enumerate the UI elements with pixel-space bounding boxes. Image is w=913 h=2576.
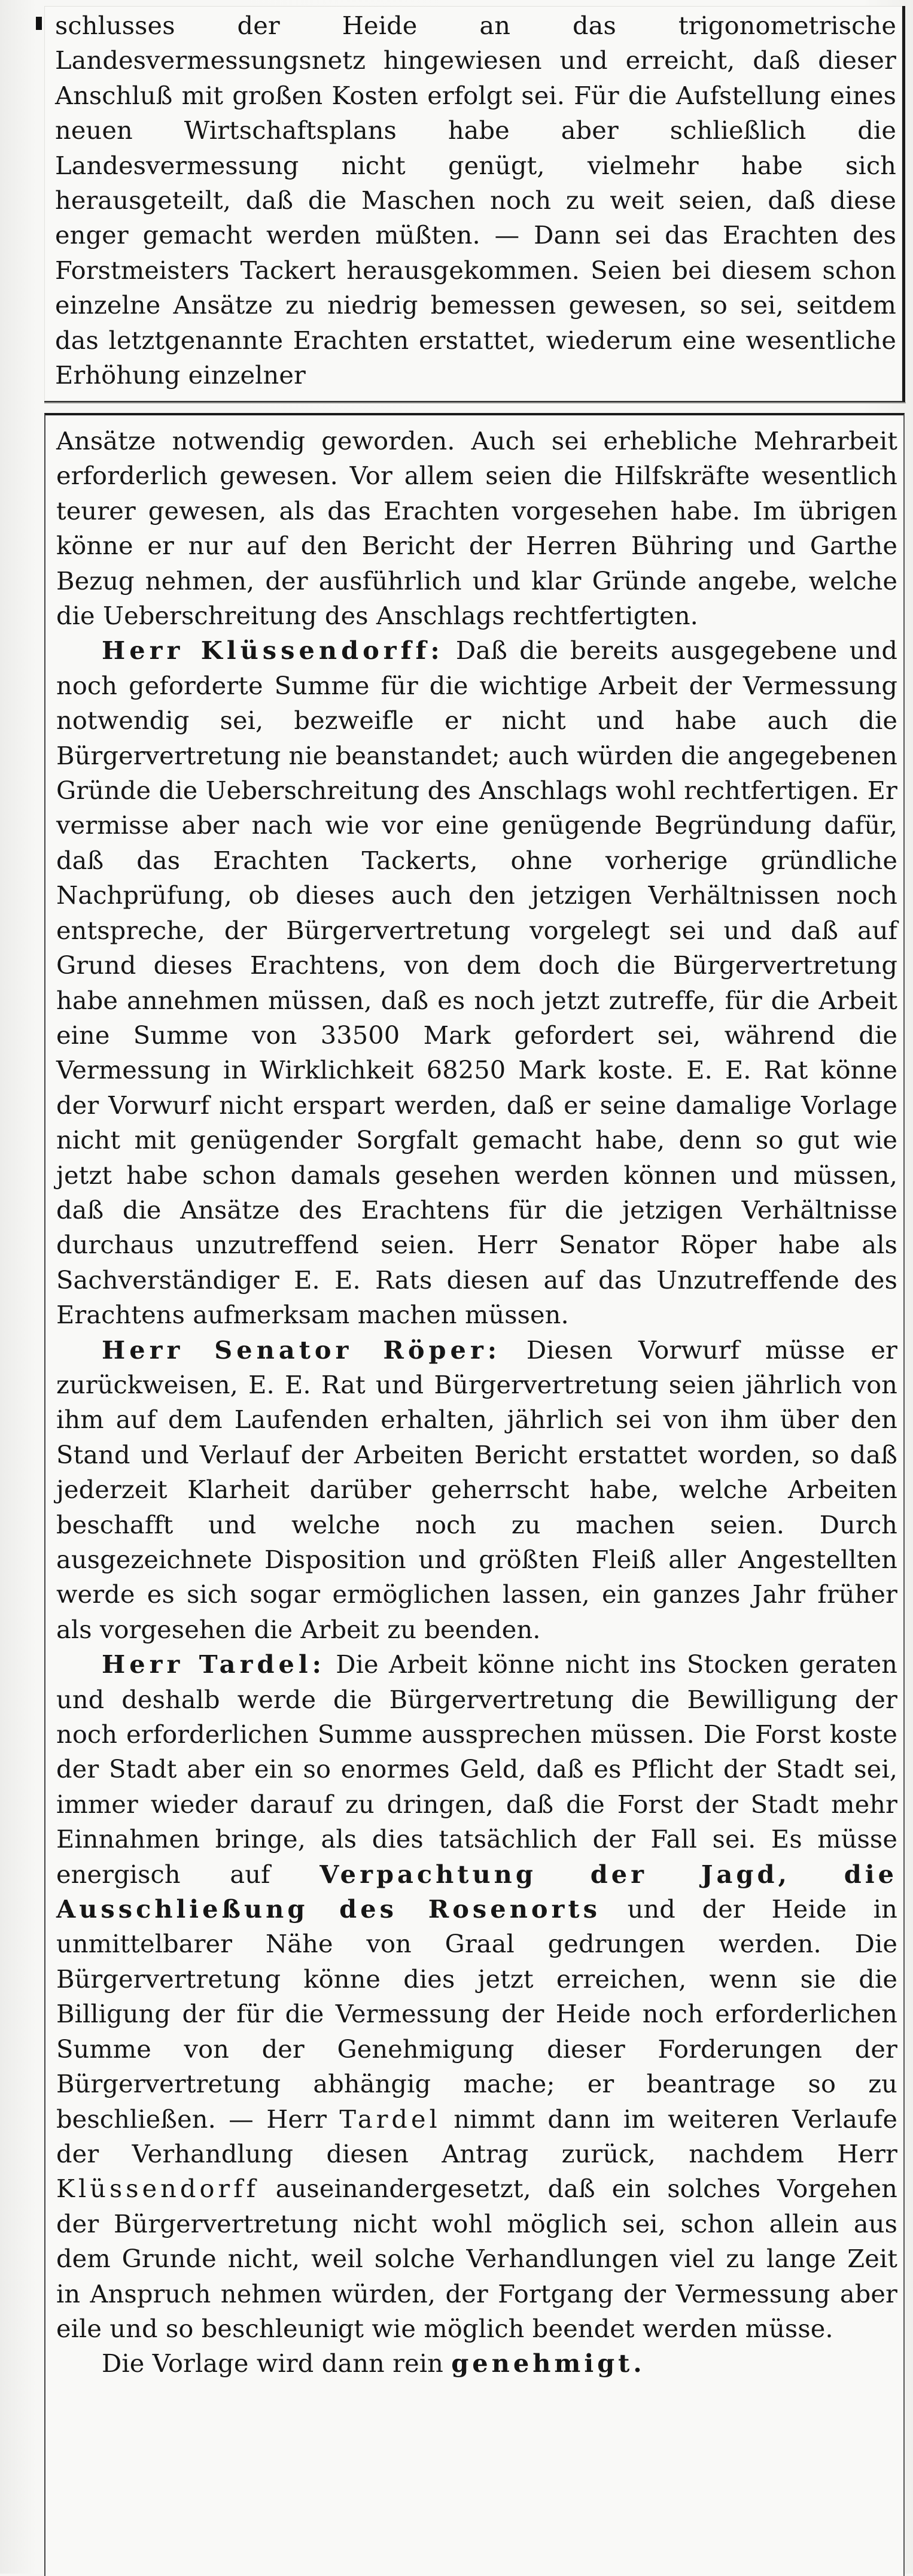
statement-tardel-a: Die Arbeit könne nicht ins Stocken geraten und deshalb werde die Bürgervertretung die Bewilligung der noch erforderlichen Summe aussprechen müssen. Die Forst koste der Stadt aber ein so enormes Geld, daß es Pflicht der Stadt sei, immer wieder darauf zu dringen, daß die Forst der Stadt mehr Einnahmen bringe, als dies tatsächlich der Fall sei. Es müsse energisch auf <box>56 1650 897 1889</box>
paragraph-kluessendorff <box>56 633 897 1332</box>
statement-tardel-b: und der Heide in unmittelbarer Nähe von Graal gedrungen werden. Die Bürgervertretung könne dies jetzt erreichen, wenn sie die Billigung der für die Vermessung der Heide noch erforderlichen Summe von der Genehmigung dieser Forderungen der Bürgervertretung abhängig mache; er beantrage so zu beschließen. — Herr <box>56 1894 897 2134</box>
paragraph-ansaetze: Ansätze notwendig geworden. Auch sei erhebliche Mehrarbeit erforderlich gewesen. Vor allem seien die Hilfskräfte wesentlich teurer gewesen, als das Erachten vorgesehen habe. Im übrigen könne er nur auf den Bericht der Herren Bühring und Garthe Bezug nehmen, der ausführlich und klar Gründe angebe, welche die Ueberschreitung des Anschlags rechtfertigten. <box>56 426 897 631</box>
emphasis-genehmigt: genehmigt. <box>451 2349 646 2378</box>
paragraph-roeper <box>56 1333 897 1648</box>
article-clipping-main <box>44 413 905 2576</box>
emphasis-kluessendorff: Klüssendorff <box>56 2174 259 2204</box>
statement-roeper: Diesen Vorwurf müsse er zurückweisen, E. E. Rat und Bürgervertretung seien jährlich von ihm auf dem Laufenden erhalten, jährlich sei von ihm über den Stand und Verlauf der Arbeiten Bericht erstattet worden, so daß jederzeit Klarheit darüber geherrscht habe, welche Arbeiten beschafft und welche noch zu machen seien. Durch ausgezeichnete Disposition und größten Fleiß aller Angestellten werde es sich sogar ermöglichen lassen, ein ganzes Jahr früher als vorgesehen die Arbeit zu beenden. <box>56 1335 897 1644</box>
paragraph-conclusion <box>56 2346 897 2381</box>
article-clipping-top <box>44 6 905 403</box>
statement-tardel-c: nimmt dann im weiteren Verlaufe der Verhandlung diesen Antrag zurück, nachdem Herr <box>56 2104 897 2168</box>
emphasis-jagd: Verpachtung der Jagd, die Ausschließung des Rosenorts <box>56 1859 897 1924</box>
statement-kluessendorff: Daß die bereits ausgegebene und noch geforderte Summe für die wichtige Arbeit der Vermessung notwendig sei, bezweifle er nicht und habe auch die Bürgervertretung nie beanstandet; auch würden die angegebenen Gründe die Ueberschreitung des Anschlags wohl rechtfertigen. Er vermisse aber nach wie vor eine genügende Begründung dafür, daß das Erachten Tackerts, ohne vorherige gründliche Nachprüfung, ob dieses auch den jetzigen Verhältnissen noch entspreche, der Bürgervertretung vorgelegt sei und daß auf Grund dieses Erachtens, von dem doch die Bürgervertretung habe annehmen müssen, daß es noch jetzt zutreffe, für die Arbeit eine Summe von 33500 Mark gefordert sei, während die Vermessung in Wirklichkeit 68250 Mark koste. E. E. Rat könne der Vorwurf nicht erspart werden, daß er seine damalige Vorlage nicht mit genügender Sorgfalt gemacht habe, denn so gut wie jetzt habe schon damals gesehen werden können und müssen, daß die Ansätze des Erachtens für die jetzigen Verhältnisse durchaus unzutreffend seien. Herr Senator Röper habe als Sachverständiger E. E. Rats diesen auf das Unzutreffende des Erachtens aufmerksam machen müssen. <box>56 636 897 1330</box>
speaker-kluessendorff: Herr Klüssendorff: <box>102 636 444 666</box>
statement-tardel-d: auseinandergesetzt, daß ein solches Vorgehen der Bürgervertretung nicht wohl möglich sei, schon allein aus dem Grunde nicht, weil solche Verhandlungen viel zu lange Zeit in Anspruch nehmen würden, der Fortgang der Vermessung aber eile und so beschleunigt wie möglich beendet werden müsse. <box>56 2174 897 2343</box>
speaker-tardel: Herr Tardel: <box>102 1650 325 1679</box>
paragraph-tardel <box>56 1647 897 2346</box>
clipping-divider <box>44 402 906 403</box>
speaker-roeper: Herr Senator Röper: <box>102 1335 501 1365</box>
scan-edge-mark <box>36 17 42 30</box>
emphasis-tardel: Tardel <box>339 2104 441 2134</box>
conclusion-text: Die Vorlage wird dann rein <box>102 2349 443 2378</box>
paragraph-continuation: schlusses der Heide an das trigonometrische Landesvermessungsnetz hingewiesen und erreicht, daß dieser Anschluß mit großen Kosten erfolgt sei. Für die Aufstellung eines neuen Wirtschaftsplans habe aber schließlich die Landesvermessung nicht genügt, vielmehr habe sich herausgeteilt, daß die Maschen noch zu weit seien, daß diese enger gemacht werden müßten. — Dann sei das Erachten des Forstmeisters Tackert herausgekommen. Seien bei diesem schon einzelne Ansätze zu niedrig bemessen gewesen, so sei, seitdem das letztgenannte Erachten erstattet, wiederum eine wesentliche Erhöhung einzelner <box>55 11 896 390</box>
